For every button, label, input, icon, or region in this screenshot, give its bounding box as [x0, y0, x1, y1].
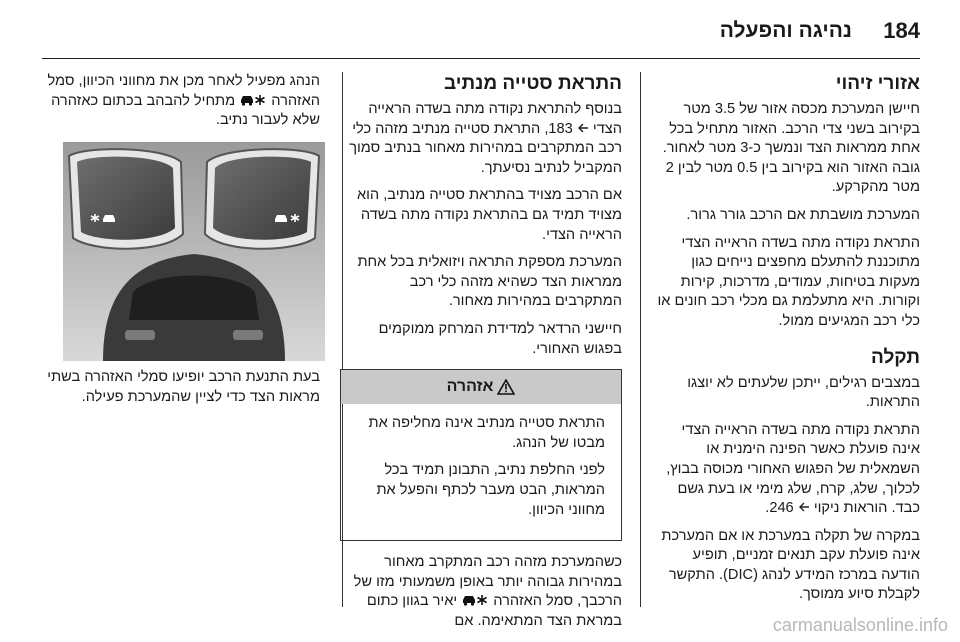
right-mirror-glass [213, 157, 311, 240]
paragraph [340, 553, 622, 631]
tail-light-left [125, 330, 155, 340]
paragraph [43, 72, 320, 131]
page-number: 184 [883, 18, 920, 43]
paragraph-text: יאיר בגוון כתום במראת הצד המתאימה. אם [366, 593, 622, 629]
paragraph-text: כשהמערכת מזהה רכב המתקרב מאחור במהירות גבוהה יותר באופן משמעותי מזו של הרכבך, סמל האזהרה [353, 554, 622, 610]
paragraph: חיישן המערכת מכסה אזור של 3.5 מטר בקירוב בשני צדי הרכב. האזור מתחיל בכל אחת ממראות הצד ונמשך כ-3 מטר לאחור. גובה האזור הוא בקירוב בין 0.5 מטר לבין 2 מטר מהקרקע. [662, 101, 920, 196]
reference-arrow-icon [577, 122, 589, 134]
paragraph: התראת סטייה מנתיב אינה מחליפה את מבטו של הנהג. [368, 415, 605, 451]
tail-light-right [233, 330, 263, 340]
paragraph: בעת התנעת הרכב יופיעו סמלי האזהרה בשתי מראות הצד כדי לציין שהמערכת פעילה. [47, 369, 320, 405]
paragraph [340, 100, 622, 178]
paragraph-text: בנוסף להתראת נקודה מתה בשדה הראייה הצדי [368, 101, 622, 137]
warning-header [341, 370, 621, 404]
heading-lane-change-alert: התראת סטייה מנתיב [444, 73, 622, 94]
paragraph: המערכת מושבתת אם הרכב גורר גרור. [686, 206, 920, 223]
page-reference[interactable]: 246. [765, 500, 794, 517]
paragraph [652, 421, 920, 519]
page-header [0, 18, 960, 48]
paragraph: חיישני הרדאר למדידת המרחק ממוקמים בפגוש האחורי. [378, 320, 622, 357]
paragraph: במצבים רגילים, ייתכן שלעתים לא יוצגו התראות. [687, 374, 920, 411]
heading-detection-zones: אזורי זיהוי [835, 73, 920, 94]
paragraph-text: , התראת סטייה מנתיב מזהה כלי רכב המתקרבים במהירות מאחור בנתיב סמוך המקביל לנתיב נסיעתך. [349, 120, 622, 176]
column-divider [640, 72, 641, 607]
warning-triangle-icon [497, 379, 515, 395]
header-rule [42, 58, 920, 59]
warning-title: אזהרה [446, 378, 494, 396]
paragraph: התראת נקודה מתה בשדה הראייה הצדי מתוכננת להתעלם מחפצים נייחים כגון מעקות בטיחות, עמודים, מדרכות, קירות וקורות. היא מתעלמת גם מכלי רכב חונים או כלי רכב המגיעים ממול. [657, 234, 920, 329]
warning-body [341, 404, 621, 540]
car-warning-symbol-icon [239, 93, 267, 107]
column-left [43, 72, 320, 139]
column-left-lower [43, 368, 320, 415]
chapter-title: נהיגה והפעלה [719, 19, 852, 42]
column-right [652, 72, 920, 613]
paragraph: במקרה של תקלה במערכת או אם המערכת אינה פועלת עקב תנאים זמניים, תופיע הודעה במרכז המידע לנהג (DIC). התקשר לקבלת סיוע ממוסך. [661, 527, 920, 603]
paragraph: לפני החלפת נתיב, התבונן תמיד בכל המראות, הבט מעבר לכתף והפעל את מחווני הכיוון. [376, 462, 605, 518]
left-mirror-glass [77, 157, 175, 240]
paragraph-text: הנהג מפעיל לאחר מכן את מחווני הכיוון, סמל האזהרה [47, 73, 320, 109]
reference-arrow-icon [798, 501, 810, 513]
paragraph-text: התראת נקודה מתה בשדה הראייה הצדי אינה פועלת כאשר הפינה הימנית או השמאלית של הפגוש האחורי מכוסה בבוץ, לכלוך, שלג, קרח, שלג מימי או בעת גשם כבד. הוראות ניקוי [666, 421, 920, 517]
paragraph-text: מתחיל להבהב בכתום כאזהרה שלא לעבור נתיב. [51, 92, 320, 129]
watermark: carmanualsonline.info [772, 615, 948, 635]
paragraph: אם הרכב מצויד בהתראת סטייה מנתיב, הוא מצויד תמיד גם בהתראת נקודה מתה בשדה הראייה הצדי. [356, 187, 622, 243]
heading-fault: תקלה [870, 346, 920, 368]
car-warning-symbol-icon [461, 593, 489, 607]
side-mirrors-illustration [63, 142, 325, 361]
paragraph: המערכת מספקת התראה ויזואלית בכל אחת ממראות הצד כשהיא מזהה כלי רכב המתקרבים במהירות מאחור. [357, 254, 622, 310]
page-reference[interactable]: 183 [548, 120, 573, 137]
warning-box [340, 369, 622, 541]
column-middle [340, 72, 622, 639]
